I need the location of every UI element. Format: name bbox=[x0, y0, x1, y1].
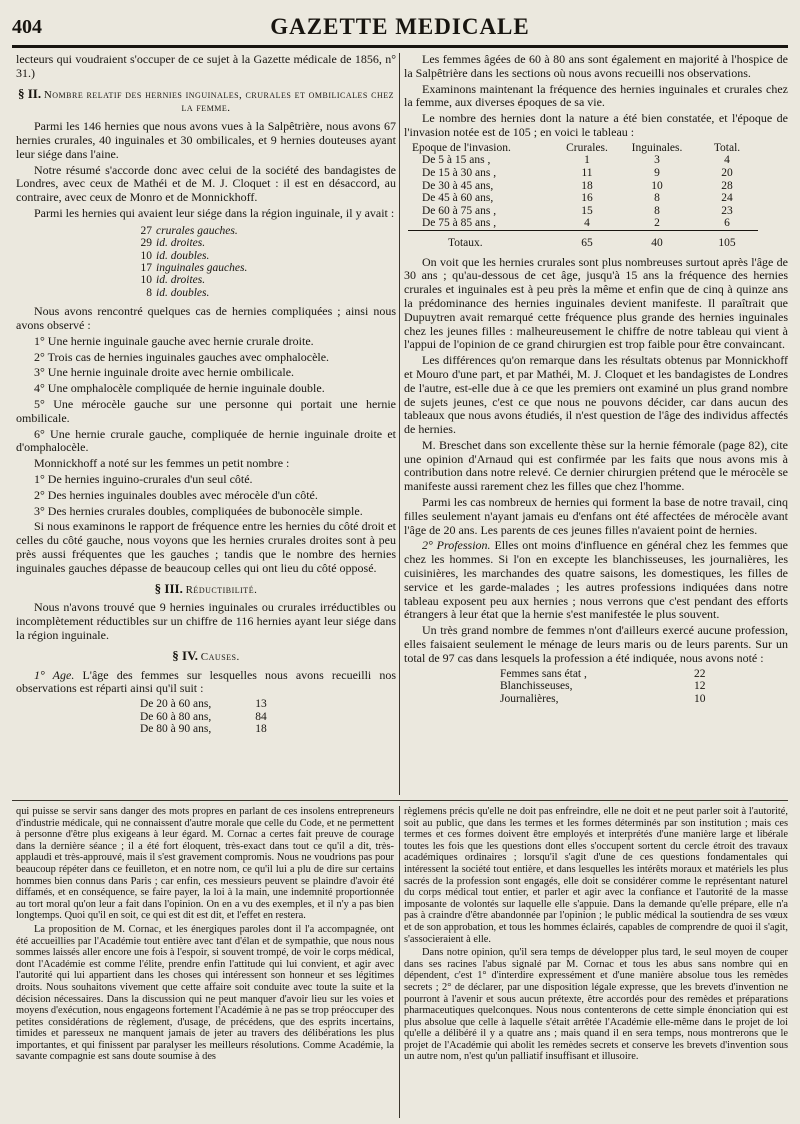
table-totals-row: Totaux. 65 40 105 bbox=[408, 230, 758, 249]
list-item: 29 id. droites. bbox=[140, 237, 206, 250]
list-item: 8 id. doubles. bbox=[146, 286, 210, 299]
table-row: De 60 à 80 ans, 84 bbox=[140, 710, 267, 723]
paragraph: Nous n'avons trouvé que 9 hernies inguinales ou crurales irréductibles ou incomplètement réductibles sur un chiffre de 116 hernies ayant leur siége dans la région inguinale. bbox=[16, 600, 396, 642]
section-3-heading bbox=[16, 582, 396, 598]
list-item: 10 id. doubles. bbox=[140, 249, 210, 262]
paragraph: Parmi les 146 hernies que nous avons vues à la Salpêtrière, nous avons 67 hernies crurales, 40 inguinales et 30 ombilicales, et 9 hernies douteuses ayant leur siége dans l'aine. bbox=[16, 119, 396, 161]
paragraph: règlemens précis qu'elle ne doit pas enfreindre, elle ne doit et ne peut parler soit à l'autorité, soit au public, que dans les termes et les formes déterminés par son institution ; mais ces termes et ces formes doivent être employés et interprétés d'une manière large et libérale toutes les fois que les questions dont elles s'occupent sortent du cercle étroit des travaux académiques ordinaires ; lorsqu'il s'agit d'une de ces questions fondamentales qui intéressent la société tout entière, et dans lesquelles les intérêts moraux et matériels les plus sacrés de la profession sont engagés, elle doit se considérer comme le représentant naturel du corps médical tout entier, et parler et agir avec la confiance et l'autorité de la masse imposante de volontés sur laquelle elle s'appuie. Dans la demande qu'elle prépare, elle n'a pas à craindre d'être abandonnée par l'opinion ; le public médical la soutiendra de ses vœux et de son approbation, et tous les hommes éclairés, capables de comprendre de quoi il s'agit, s'associeraient à elle. bbox=[404, 806, 788, 945]
profession-table bbox=[498, 668, 708, 706]
intro-paragraph: lecteurs qui voudraient s'occuper de ce sujet à la Gazette médicale de 1856, n° 31.) bbox=[16, 53, 396, 80]
feuilleton-right-column bbox=[404, 806, 788, 1118]
page-number: 404 bbox=[12, 16, 42, 38]
column-divider bbox=[399, 806, 400, 1118]
section-3-number: § III. bbox=[154, 580, 183, 596]
paragraph: 2° Profession. Elles ont moins d'influence en général chez les femmes que chez les hommes. Si l'on en excepte les blanchisseuses, les journalières, les cuisinières, les marchandes des quatre saisons, les domestiques, les filles de service et les garde-malades ; les autres professions indiquées dans notre tableau exposent peu aux hernies ; nous verrons que c'est pendant des efforts étrangers à leur état que la hernie s'est manifestée le plus souvent. bbox=[404, 538, 788, 622]
paragraph: M. Breschet dans son excellente thèse sur la hernie fémorale (page 82), cite une opinion d'Arnaud qui est confirmée par les faits que nous avons mis à contribution dans notre relevé. Ce dernier chirurgien prétend que le mérocèle se manifeste aussi rarement chez les filles que chez l'homme. bbox=[404, 437, 788, 494]
list-item: 1° Une hernie inguinale gauche avec hernie crurale droite. bbox=[34, 333, 314, 348]
list-item: 3° Des hernies crurales doubles, compliquées de bubonocèle simple. bbox=[34, 503, 363, 518]
header-rule bbox=[12, 45, 788, 48]
section-4-heading bbox=[16, 649, 396, 665]
paragraph: Notre résumé s'accorde donc avec celui de la société des bandagistes de Londres, avec ceux de Mathéi et de M. J. Cloquet : il est en désaccord, au contraire, avec ceux de Monro et de Monnickhoff. bbox=[16, 162, 396, 205]
profession-lead: 2° Profession. bbox=[422, 538, 491, 553]
list-item: 2° Des hernies inguinales doubles avec mérocèle d'un côté. bbox=[34, 487, 318, 502]
journal-title: GAZETTE MEDICALE bbox=[270, 14, 530, 39]
page-header bbox=[12, 6, 788, 44]
paragraph: Parmi les hernies qui avaient leur siége dans la région inguinale, il y avait : bbox=[34, 205, 395, 220]
table-row: De 60 à 75 ans , 15 8 23 bbox=[422, 204, 733, 217]
table-row: De 5 à 15 ans , 1 3 4 bbox=[422, 154, 730, 167]
section-3-title: Réductibilité. bbox=[185, 583, 258, 596]
paragraph: Le nombre des hernies dont la nature a été bien constatée, et l'époque de l'invasion notée est de 105 ; en voici le tableau : bbox=[404, 111, 788, 139]
table-row: De 75 à 85 ans , 4 2 6 bbox=[422, 217, 730, 230]
table-row: De 80 à 90 ans, 18 bbox=[140, 723, 267, 736]
table-row: De 20 à 60 ans, 13 bbox=[140, 698, 267, 711]
section-2-title: Nombre relatif des hernies inguinales, crurales et ombilicales chez la femme. bbox=[43, 88, 395, 115]
paragraph: Les différences qu'on remarque dans les résultats obtenus par Monnickhoff et Mouro d'une part, et par Mathéi, M. J. Cloquet et les bandagistes de Londres de l'autre, est-elle due à ce que les premiers ont examiné un plus grand nombre de sujets jeunes, c'est ce que nous ne pouvons décider, car dans aucun des tableaux que nous avons étudiés, il n'est question de l'âge des individus affectés de hernies. bbox=[404, 353, 788, 437]
table-row: De 15 à 30 ans , 11 9 20 bbox=[422, 166, 733, 179]
list-item: 3° Une hernie inguinale droite avec hernie ombilicale. bbox=[34, 365, 295, 380]
paragraph: Un très grand nombre de femmes n'ont d'ailleurs exercé aucune profession, elles faisaient seulement le ménage de leurs maris ou de leurs parents. Sur un total de 97 cas dans lesquels la profession a été indiquée, nous avons noté : bbox=[404, 623, 788, 665]
list-item: 4° Une omphalocèle compliquée de hernie inguinale double. bbox=[34, 381, 325, 396]
table-row: Blanchisseuses, 12 bbox=[500, 680, 706, 693]
table-row: De 45 à 60 ans, 16 8 24 bbox=[422, 192, 733, 205]
right-column bbox=[404, 53, 788, 795]
paragraph: La proposition de M. Cornac, et les énergiques paroles dont il l'a accompagnée, ont été accueillies par l'Académie tout entière avec tant d'élan et de sympathie, que nous nous sommes laissés aller encore une fois à l'espoir, si souvent trompé, de voir le corps médical, dont l'Académie est comme l'élite, prendre enfin l'attitude qui lui convient, et agir avec l'autorité qui lui appartient dans les choses qui intéressent son honneur et ses légitimes droits. Nous souhaitons vivement que cette affaire soit conduite avec toute la suite et la décision nécessaires. Dans la discussion qui ne peut manquer d'avoir lieu sur les voies et moyens d'exécution, nous engageons fortement l'Académie à ne pas se trop préoccuper des petites considérations de règlement, d'usage, de précédens, que des esprits incertains, timides et paresseux ne manquent jamais de jeter au travers des délibérations les plus importantes, et qui finissent par paralyser les meilleurs résolutions. Comme Académie, la savante compagnie est sans doute soumise à des bbox=[16, 923, 394, 1063]
section-2-heading bbox=[16, 87, 396, 117]
section-4-number: § IV. bbox=[172, 647, 199, 663]
paragraph: Examinons maintenant la fréquence des hernies inguinales et crurales chez la femme, aux diverses époques de sa vie. bbox=[404, 81, 788, 110]
paragraph: Si nous examinons le rapport de fréquence entre les hernies du côté droit et celles du côté gauche, nous voyons que les hernies crurales droites sont à peu près aussi fréquentes que les gauches ; tandis que le nombre des hernies inguinales gauches dépasse de beaucoup celles qui ont lieu du côté opposé. bbox=[16, 519, 396, 575]
feuilleton-left-column bbox=[16, 806, 394, 1118]
paragraph: Monnickhoff a noté sur les femmes un petit nombre : bbox=[34, 456, 290, 471]
list-item: 5° Une mérocèle gauche sur une personne qui portait une hernie ombilicale. bbox=[16, 396, 396, 425]
table-row: Femmes sans état , 22 bbox=[500, 667, 706, 680]
section-4-title: Causes. bbox=[200, 650, 240, 663]
invasion-table bbox=[408, 142, 758, 250]
age-lead: 1° Age. bbox=[34, 667, 75, 682]
feuilleton-rule bbox=[12, 800, 788, 801]
paragraph: Parmi les cas nombreux de hernies qui forment la base de notre travail, cinq filles seulement n'ayant jamais eu d'enfans ont été affectées de mérocèle avant l'âge de 20 ans. Les parents de ces jeunes filles n'avaient point de hernies. bbox=[404, 495, 788, 537]
column-divider bbox=[399, 53, 400, 795]
paragraph: Dans notre opinion, qu'il sera temps de développer plus tard, le seul moyen de couper dans ses racines l'abus signalé par M. Cornac et tous les abus sans nombre qui en dépendent, c'est 1° d'interdire expressément et d'une manière absolue tous les remèdes secrets ; 2° de déclarer, par une disposition légale expresse, que les brevets d'invention ne pourront à l'avenir et sous aucun prétexte, être accordés pour des remèdes et préparations pharmaceutiques quelconques. Nous nous contenterons de cette simple énonciation qui est plus absolue que celle à laquelle s'était arrêtée l'Académie elle-même dans le projet de loi qu'elle a délibéré il y a quatre ans ; mais quand il en sera temps, nous montrerons que le projet de l'Académie qui abolit les remèdes secrets et conserve les brevets d'invention sous un autre nom, n'est qu'un palliatif insuffisant et illusoire. bbox=[404, 947, 788, 1063]
table-row: De 30 à 45 ans, 18 10 28 bbox=[422, 179, 733, 192]
list-item: 2° Trois cas de hernies inguinales gauches avec omphalocèle. bbox=[34, 349, 330, 364]
age-table bbox=[136, 698, 271, 736]
paragraph: Les femmes âgées de 60 à 80 ans sont également en majorité à l'hospice de la Salpêtrière dans les sections où nous avons recueilli nos observations. bbox=[404, 53, 788, 80]
list-item: 17 inguinales gauches. bbox=[140, 261, 248, 274]
table-row: Journalières, 10 bbox=[500, 692, 706, 705]
list-item: 6° Une hernie crurale gauche, compliquée de hernie inguinale droite et d'omphalocèle. bbox=[16, 426, 396, 455]
list-item: 10 id. droites. bbox=[140, 274, 206, 287]
hernia-side-list bbox=[134, 225, 396, 299]
paragraph: 1° Age. L'âge des femmes sur lesquelles nous avons recueilli nos observations est réparti ainsi qu'il suit : bbox=[16, 667, 396, 696]
section-2-number: § II. bbox=[17, 85, 42, 101]
paragraph: On voit que les hernies crurales sont plus nombreuses surtout après l'âge de 30 ans ; qu'au-dessous de cet âge, jusqu'à 15 ans la fréquence des hernies crurales et inguinales est à peu près la même et enfin que de cinq à quinze ans la prédominance des hernies inguinales devient manifeste. Il paraîtrait que Dupuytren avait remarqué cette fréquence plus grande des hernies inguinales chez les jeunes filles : malheureusement le chiffre de notre tableau qui vient à l'appui de l'opinion de ce grand chirurgien est trop faible pour être convaincant. bbox=[404, 254, 788, 352]
left-column bbox=[16, 53, 396, 795]
paragraph: Nous avons rencontré quelques cas de hernies compliquées ; ainsi nous avons observé : bbox=[16, 304, 396, 332]
list-item: 27 crurales gauches. bbox=[140, 224, 238, 237]
list-item: 1° De hernies inguino-crurales d'un seul côté. bbox=[34, 471, 253, 486]
paragraph: qui puisse se servir sans danger des mots propres en parlant de ces insolens entrepreneurs d'industrie médicale, qui ne connaissent d'autre morale que celle du Code, et ne permettent à personne d'être plus exigeans à leur égard. M. Cornac a certes fait preuve de courage dans la dernière séance ; il a été fort éloquent, très-exact dans tout ce qu'il a dit, très-applaudi et très-approuvé, mais il s'est gravement compromis. Nous ne voudrions pas pour beaucoup répéter dans ce feuilleton, et en notre nom, ce qu'il lui a plu de dire sur certains hommes bien connus dans Paris ; car enfin, ces messieurs peuvent se plaindre d'avoir été diffamés, et en conséquence, se faire payer, la loi à la main, une indemnité proportionnée au tort moral qu'on leur a fait dans l'opinion. On en a vu des exemples, et il n'y a pas bien longtemps. Quoi qu'il en soit, ce qui est dit est dit, et l'effet en restera. bbox=[16, 806, 394, 922]
table-header-row: Epoque de l'invasion. Crurales. Inguinales. Total. bbox=[412, 141, 741, 154]
